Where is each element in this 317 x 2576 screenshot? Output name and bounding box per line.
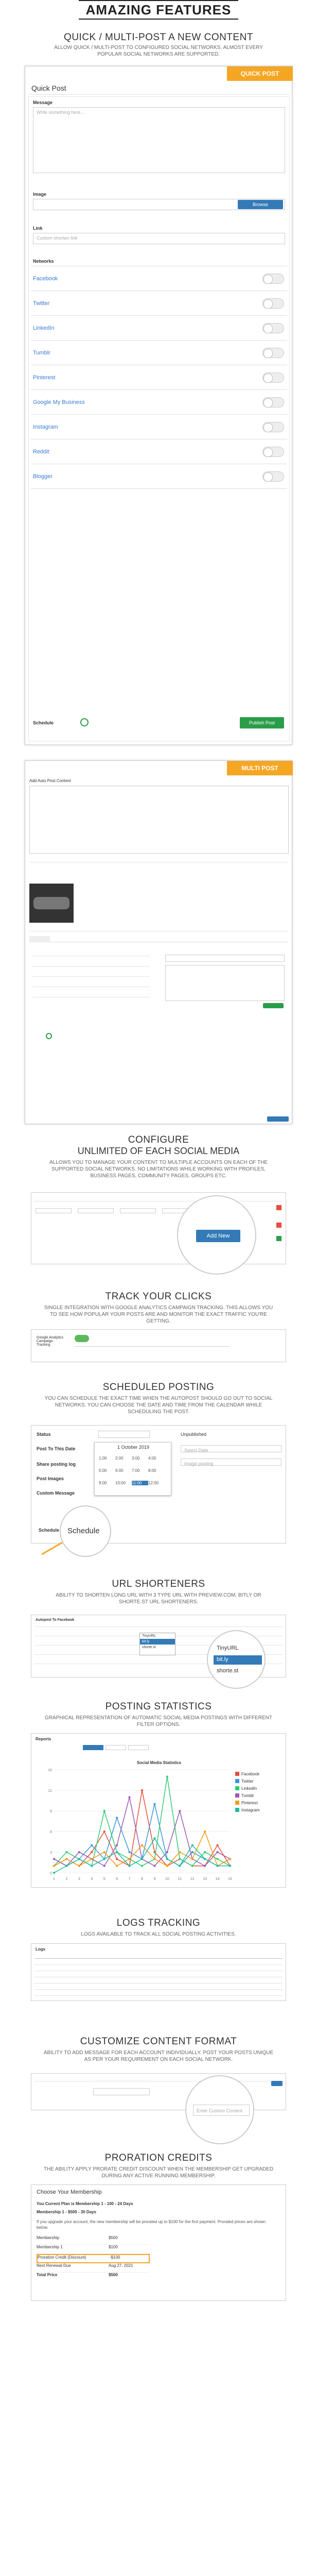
data-point: [166, 1858, 168, 1860]
car-image: [33, 897, 69, 909]
data-point: [141, 1844, 143, 1846]
section-desc-configure: ALLOWS YOU TO MANAGE YOUR CONTENT TO MULTIPLE ACCOUNTS ON EACH OF THE SUPPORTED SOCIAL NETWORKS. NO LIMITATIONS WHILE WORKING WITH PROFILES, BUSINESS PAGES, COMMUNITY PAGES, GROUPS ETC.: [49, 1160, 268, 1179]
data-point: [116, 1858, 118, 1860]
network-name: Instagram: [33, 424, 58, 430]
multi-post-tabs: [29, 936, 289, 942]
x-tick-label: 2: [65, 1877, 68, 1881]
row-value: $500: [109, 2273, 118, 2277]
row-label: Membership: [37, 2235, 60, 2240]
multi-post-small-button[interactable]: [263, 1003, 284, 1008]
data-point: [116, 1817, 118, 1819]
multi-post-editor[interactable]: [29, 786, 289, 854]
time-cell[interactable]: 1:00: [99, 1456, 107, 1461]
legend-label: Pinterest: [241, 1801, 258, 1805]
legend-label: Facebook: [241, 1772, 260, 1776]
logs-header-row: [34, 1958, 283, 1959]
data-point: [91, 1851, 93, 1853]
network-name: Pinterest: [33, 375, 56, 381]
data-point: [116, 1851, 118, 1853]
config-field[interactable]: [78, 1208, 114, 1213]
y-tick-label: 15: [48, 1769, 52, 1772]
series-line: [54, 1838, 230, 1873]
filter-select[interactable]: [128, 1745, 149, 1750]
legend-swatch: [235, 1801, 239, 1805]
data-point: [229, 1865, 231, 1867]
network-row-instagram: [31, 415, 287, 439]
quick-post-form: [28, 96, 290, 741]
network-row-linkedin: [31, 316, 287, 341]
data-point: [166, 1851, 168, 1853]
x-tick-label: 5: [103, 1877, 105, 1881]
network-name: Google My Business: [33, 399, 85, 405]
data-point: [116, 1865, 118, 1867]
status-label: Status: [37, 1432, 51, 1437]
data-point: [153, 1858, 155, 1860]
schedule-label: Schedule: [33, 720, 54, 725]
time-cell[interactable]: 8:00: [148, 1468, 156, 1473]
delete-icon[interactable]: [276, 1205, 281, 1210]
network-name: LinkedIn: [33, 325, 55, 331]
schedule-zoom-text: Schedule: [67, 1527, 100, 1535]
network-row-pinterest: [31, 365, 287, 390]
section-desc-quick-post: ALLOW QUICK / MULTI-POST TO CONFIGURED SOCIAL NETWORKS. ALMOST EVERY POPULAR SOCIAL NETWORKS ARE SUPPORTED.: [54, 45, 263, 57]
row-label: Membership 1: [37, 2245, 63, 2249]
network-toggle[interactable]: [262, 471, 284, 482]
data-point: [204, 1865, 206, 1867]
hero-title: AMAZING FEATURES: [0, 2, 317, 18]
x-tick-label: 10: [165, 1877, 169, 1881]
section-sub-configure: UNLIMITED OF EACH SOCIAL MEDIA: [77, 1146, 240, 1156]
data-point: [153, 1865, 155, 1867]
schedule-zoom-circle: [61, 1506, 110, 1556]
multi-post-screenshot: [25, 760, 292, 1124]
publish-post-button[interactable]: Publish Post: [240, 717, 284, 728]
url-dropdown[interactable]: [139, 1633, 175, 1655]
data-point: [191, 1851, 193, 1853]
legend-label: Twitter: [241, 1779, 254, 1784]
network-name: Reddit: [33, 449, 49, 455]
schedule-clock-icon[interactable]: [46, 1033, 52, 1039]
legend-label: LinkedIn: [241, 1786, 257, 1791]
legend-swatch: [235, 1772, 239, 1776]
row-label: Total Price: [37, 2273, 58, 2277]
network-toggle[interactable]: [262, 447, 284, 457]
data-point: [179, 1858, 181, 1860]
multi-post-panel-title: Add Auto Post Content: [29, 778, 71, 783]
time-cell[interactable]: 9:00: [99, 1481, 107, 1485]
data-point: [141, 1858, 143, 1860]
y-tick-label: 9: [50, 1810, 52, 1814]
y-tick-label: 12: [48, 1789, 52, 1793]
data-point: [78, 1858, 80, 1860]
data-point: [217, 1844, 219, 1846]
section-desc-track: SINGLE INTEGRATION WITH GOOGLE ANALYTICS CAMPAIGN TRACKING. THIS ALLOWS YOU TO SEE HOW POPULAR YOUR POSTS ARE AND MONITOR THE EXACT TRAFFIC YOU'RE GETTING.: [44, 1305, 273, 1324]
section-desc-stats: GRAPHICAL REPRESENTATION OF AUTOMATIC SOCIAL MEDIA POSTINGS WITH DIFFERENT FILTER OPTIONS.: [45, 1715, 272, 1727]
multi-post-right-textarea[interactable]: [165, 965, 285, 1001]
message-label: Message: [33, 100, 53, 105]
network-toggle[interactable]: [262, 323, 284, 333]
data-point: [103, 1858, 105, 1860]
data-point: [166, 1865, 168, 1867]
ga-label: Google Analytics Campaign Tracking: [37, 1336, 64, 1347]
add-new-button[interactable]: Add New: [196, 1230, 240, 1242]
custom-message-label: Custom Message: [37, 1490, 75, 1496]
ribbon-multi-post: MULTI POST: [227, 761, 293, 775]
setting-row: [32, 966, 150, 967]
x-tick-label: 13: [203, 1877, 207, 1881]
section-title-configure: CONFIGURE: [128, 1134, 189, 1145]
network-name: Blogger: [33, 473, 52, 480]
section-title-proration: PRORATION CREDITS: [104, 2153, 213, 2163]
time-cell[interactable]: 2:00: [115, 1456, 124, 1461]
network-name: Tumblr: [33, 350, 50, 356]
share-log-label: Share posting log: [37, 1462, 76, 1467]
right-field-a[interactable]: Select Date: [181, 1445, 281, 1452]
data-point: [153, 1803, 155, 1805]
time-row: [99, 1468, 168, 1481]
data-point: [179, 1865, 181, 1867]
delete-icon[interactable]: [276, 1223, 281, 1228]
current-plan: You Current Plan is Membership 1 - 100 - 24 Days: [37, 2201, 133, 2206]
y-tick-label: 3: [50, 1851, 52, 1855]
data-point: [204, 1831, 206, 1833]
url-option[interactable]: TinyURL: [142, 1634, 156, 1638]
datetime-picker: [94, 1442, 171, 1496]
table-row: [34, 1989, 283, 1990]
section-title-stats: POSTING STATISTICS: [105, 1701, 212, 1712]
section-title-quick-post: QUICK / MULTI-POST A NEW CONTENT: [64, 32, 253, 43]
ga-help-text: [75, 1346, 229, 1347]
data-point: [103, 1851, 105, 1853]
data-point: [217, 1865, 219, 1867]
section-desc-logs: LOGS AVAILABLE TO TRACK ALL SOCIAL POSTING ACTIVITIES.: [81, 1931, 236, 1937]
publish-date-label: Post To This Date: [37, 1446, 76, 1451]
network-toggle[interactable]: [262, 274, 284, 284]
section-desc-scheduled: YOU CAN SCHEDULE THE EXACT TIME WHEN THE AUTOPOST SHOULD GO OUT TO SOCIAL NETWORKS. YOU CAN CHOOSE THE DATE AND TIME FROM THE CALENDAR WHILE SCHEDULING THE POST.: [44, 1396, 273, 1415]
table-row: [34, 1995, 283, 1996]
network-row-twitter: [31, 291, 287, 316]
x-tick-label: 6: [116, 1877, 118, 1881]
picker-date: 1 October 2019: [117, 1445, 150, 1450]
x-tick-label: 1: [53, 1877, 55, 1881]
network-toggle[interactable]: [262, 298, 284, 309]
row: [34, 1626, 283, 1627]
legend-swatch: [235, 1786, 239, 1790]
custom-content-zoom: Enter Custom Content: [193, 2105, 250, 2116]
url-option[interactable]: shorte.st: [142, 1646, 156, 1649]
data-point: [91, 1844, 93, 1846]
network-row-google-my-business: [31, 390, 287, 415]
table-row: [34, 1964, 283, 1965]
time-cell-selected[interactable]: 11:00: [132, 1481, 148, 1485]
data-point: [129, 1865, 131, 1867]
network-toggle[interactable]: [262, 348, 284, 358]
series-line: [54, 1790, 230, 1866]
customize-zoom-circle: [186, 2076, 253, 2143]
link-input[interactable]: Custom shorten link: [33, 233, 285, 244]
data-point: [103, 1831, 105, 1833]
section-desc-url: ABILITY TO SHORTEN LONG URL WITH 3 TYPE URL WITH PREVIEW.COM, BITLY OR SHORTE.ST URL SHORTENERS.: [56, 1592, 261, 1605]
data-point: [191, 1865, 193, 1867]
data-point: [217, 1851, 219, 1853]
tab-active[interactable]: [29, 936, 50, 942]
data-point: [191, 1844, 193, 1846]
time-row: [99, 1481, 168, 1493]
legend-swatch: [235, 1779, 239, 1783]
reports-title: Reports: [36, 1737, 51, 1741]
network-row-blogger: [31, 464, 287, 489]
row-value: $500: [109, 2235, 118, 2240]
data-point: [53, 1858, 55, 1860]
schedule-text: Schedule: [39, 1528, 60, 1533]
arrow-icon: [41, 1542, 62, 1555]
data-point: [91, 1858, 93, 1860]
ga-toggle[interactable]: [75, 1335, 89, 1342]
network-row-reddit: [31, 439, 287, 464]
time-row: [99, 1456, 168, 1468]
data-point: [103, 1865, 105, 1867]
ga-screenshot: [31, 1329, 286, 1362]
multi-post-submit-button[interactable]: [267, 1116, 289, 1122]
data-point: [179, 1851, 181, 1853]
multi-post-right-field[interactable]: [165, 955, 285, 962]
legend-swatch: [235, 1808, 239, 1812]
data-point: [141, 1865, 143, 1867]
data-point: [78, 1851, 80, 1853]
time-cell[interactable]: 4:00: [148, 1456, 156, 1461]
data-point: [204, 1858, 206, 1860]
config-field[interactable]: [36, 1208, 72, 1213]
data-point: [191, 1858, 193, 1860]
schedule-clock-icon[interactable]: [80, 718, 89, 726]
data-point: [65, 1851, 67, 1853]
row-label: Next Renewal Due: [37, 2263, 71, 2268]
quick-post-screenshot: [25, 66, 292, 745]
proration-heading: Choose Your Membership: [37, 2189, 102, 2195]
section-title-logs: LOGS TRACKING: [116, 1918, 201, 1928]
time-cell[interactable]: 3:00: [132, 1456, 140, 1461]
section-title-url: URL SHORTENERS: [112, 1579, 205, 1589]
legend-swatch: [235, 1793, 239, 1798]
time-cell[interactable]: 6:00: [115, 1468, 124, 1473]
post-images-label: Post Images: [37, 1476, 64, 1481]
proration-screenshot: [31, 2184, 286, 2301]
data-point: [141, 1789, 143, 1791]
customize-button[interactable]: [271, 2081, 283, 2086]
data-point: [116, 1844, 118, 1846]
network-name: Twitter: [33, 300, 50, 307]
row-label: Proration Credit (Discount): [38, 2255, 86, 2260]
url-option-selected[interactable]: bit.ly: [140, 1639, 175, 1645]
configure-zoom-circle: [178, 1196, 255, 1274]
add-icon[interactable]: [276, 1236, 281, 1241]
time-cell[interactable]: 10:00: [115, 1481, 126, 1485]
data-point: [129, 1851, 131, 1853]
data-point: [129, 1858, 131, 1860]
network-row-facebook: [31, 266, 287, 291]
legend-label: Instagram: [241, 1808, 260, 1812]
x-tick-label: 3: [78, 1877, 80, 1881]
series-line: [54, 1832, 230, 1866]
network-toggle[interactable]: [262, 397, 284, 408]
table-row-highlight: [37, 2254, 150, 2263]
data-point: [65, 1858, 67, 1860]
network-list: [31, 266, 287, 489]
custom-content-field[interactable]: [93, 2088, 150, 2095]
tab[interactable]: [55, 936, 71, 942]
section-desc-proration: THE ABILITY APPLY PRORATE CREDIT DISCOUNT WHEN THE MEMBERSHIP GET UPGRADED DURING ANY ACTIVE RUNNING MEMBERSHIP.: [43, 2166, 274, 2179]
data-point: [229, 1858, 231, 1860]
unpublished-label: Unpublished: [181, 1432, 207, 1437]
section-title-scheduled: SCHEDULED POSTING: [102, 1382, 215, 1393]
x-tick-label: 7: [128, 1877, 131, 1881]
stats-chart: [42, 1767, 276, 1883]
data-point: [204, 1851, 206, 1853]
message-textarea[interactable]: Write something here...: [33, 107, 285, 173]
network-toggle[interactable]: [262, 372, 284, 383]
data-point: [103, 1810, 105, 1812]
table-row: [37, 2245, 150, 2254]
row-value: $100: [109, 2245, 118, 2249]
url-zoom-option: TinyURL: [217, 1645, 239, 1651]
section-desc-customize: ABILITY TO ADD MESSAGE FOR EACH ACCOUNT INDIVIDUALLY. POST YOUR POSTS UNIQUE AS PER YOUR REQUIREMENT ON EACH SOCIAL NETWORK.: [43, 2050, 274, 2062]
section-title-track: TRACK YOUR CLICKS: [105, 1291, 212, 1302]
data-point: [179, 1810, 181, 1812]
network-row-tumblr: [31, 341, 287, 365]
data-point: [217, 1858, 219, 1860]
data-point: [78, 1865, 80, 1867]
url-panel-title: Autopost To Facebook: [36, 1618, 75, 1622]
divider: [28, 94, 290, 95]
filter-button[interactable]: [83, 1745, 103, 1750]
table-row: [34, 1983, 283, 1984]
network-name: Facebook: [33, 276, 58, 282]
featured-image-preview: [29, 884, 74, 923]
filter-select[interactable]: [105, 1745, 126, 1750]
table-row: [37, 2263, 150, 2273]
time-cell[interactable]: 5:00: [99, 1468, 107, 1473]
status-select[interactable]: [98, 1431, 150, 1438]
right-field-b[interactable]: Image posting: [181, 1459, 281, 1466]
proration-note: If you upgrade your account, the new membership will be prorated up to $100 for the first payment. Prorated prices are shown below.: [37, 2219, 266, 2230]
url-zoom-selected: bit.ly: [214, 1655, 262, 1665]
proration-table: [37, 2235, 150, 2282]
x-tick-label: 11: [178, 1877, 182, 1881]
networks-label: Networks: [33, 259, 54, 264]
x-tick-label: 15: [228, 1877, 232, 1881]
data-point: [166, 1775, 168, 1777]
config-field[interactable]: [120, 1208, 156, 1213]
data-point: [91, 1865, 93, 1867]
section-title-customize: CUSTOMIZE CONTENT FORMAT: [80, 2036, 237, 2047]
network-toggle[interactable]: [262, 422, 284, 432]
x-tick-label: 9: [153, 1877, 156, 1881]
row-value: -$100: [110, 2255, 120, 2260]
multi-post-left-settings: [29, 951, 153, 1023]
time-cell[interactable]: 7:00: [132, 1468, 140, 1473]
browse-button[interactable]: Browse: [238, 200, 283, 209]
time-cell[interactable]: 12:00: [148, 1481, 159, 1485]
logs-screenshot: [31, 1943, 286, 2001]
table-row: [37, 2235, 150, 2245]
data-point: [53, 1872, 55, 1874]
x-tick-label: 12: [190, 1877, 195, 1881]
y-tick-label: 6: [50, 1831, 52, 1834]
membership-radio[interactable]: Membership 1 - $500 - 30 Days: [37, 2210, 97, 2214]
ribbon-quick-post: QUICK POST: [227, 66, 293, 81]
data-point: [153, 1837, 155, 1839]
quick-post-title: Quick Post: [31, 84, 66, 92]
chart-title: Social Media Statistics: [136, 1760, 182, 1765]
legend-label: Tumblr: [241, 1793, 254, 1798]
setting-row: [32, 976, 150, 977]
data-point: [65, 1865, 67, 1867]
row-value: Aug 27, 2021: [109, 2263, 133, 2268]
x-tick-label: 8: [141, 1877, 143, 1881]
logs-title: Logs: [36, 1947, 46, 1952]
table-row: [37, 2273, 150, 2282]
y-tick-label: 0: [50, 1872, 52, 1875]
url-zoom-option: shorte.st: [217, 1668, 239, 1674]
time-grid: [99, 1456, 168, 1493]
data-point: [53, 1865, 55, 1867]
url-zoom-circle: [208, 1631, 265, 1688]
data-point: [129, 1796, 131, 1798]
x-tick-label: 14: [215, 1877, 220, 1881]
stats-screenshot: [31, 1733, 286, 1888]
x-tick-label: 4: [91, 1877, 93, 1881]
image-label: Image: [33, 192, 47, 197]
link-label: Link: [33, 226, 43, 231]
